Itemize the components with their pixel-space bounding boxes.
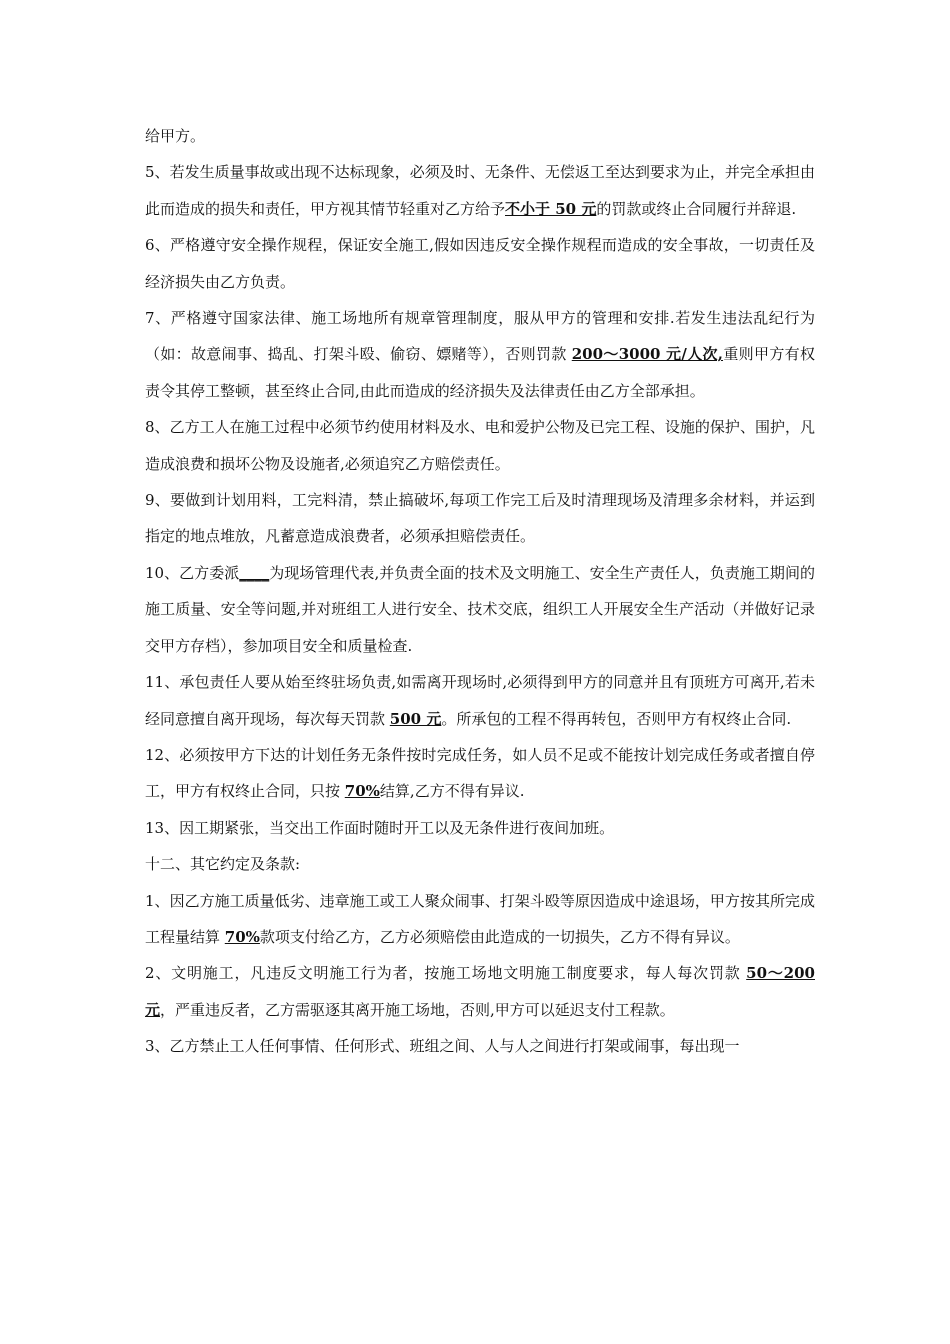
text-run: 重则甲方有权责令其停工整顿，甚至终止合同,由此而造成的经济损失及法律责任由乙方全部承担。 bbox=[145, 345, 815, 400]
text-run: 十二、其它约定及条款: bbox=[145, 855, 301, 874]
paragraph bbox=[145, 300, 815, 409]
text-run: 10、乙方委派 bbox=[145, 563, 240, 582]
text-run: 7、严格遵守国家法律、施工场地所有规章管理制度，服从甲方的管理和安排.若发生违法乱纪行为（如：故意闹事、捣乱、打架斗殴、偷窃、嫖赌等），否则罚款 bbox=[145, 309, 815, 364]
text-run: 1、因乙方施工质量低劣、违章施工或工人聚众闹事、打架斗殴等原因造成中途退场，甲方按其所完成工程量结算 bbox=[145, 891, 815, 946]
emphasized-amount: 70% bbox=[224, 927, 260, 946]
text-run: 为现场管理代表,并负责全面的技术及文明施工、安全生产责任人，负责施工期间的施工质量、安全等问题,并对班组工人进行安全、技术交底，组织工人开展安全生产活动（并做好记录交甲方存档），参加项目安全和质量检查. bbox=[145, 563, 815, 655]
text-run: 12、必须按甲方下达的计划任务无条件按时完成任务，如人员不足或不能按计划完成任务或者擅自停工，甲方有权终止合同，只按 bbox=[145, 745, 815, 801]
emphasized-amount: 500 元 bbox=[389, 709, 442, 728]
paragraph bbox=[145, 118, 815, 154]
text-run: 8、乙方工人在施工过程中必须节约使用材料及水、电和爱护公物及已完工程、设施的保护、围护，凡造成浪费和损坏公物及设施者,必须追究乙方赔偿责任。 bbox=[145, 418, 815, 473]
text-run: 6、严格遵守安全操作规程，保证安全施工,假如因违反安全操作规程而造成的安全事故，一切责任及经济损失由乙方负责。 bbox=[145, 236, 815, 291]
paragraph bbox=[145, 154, 815, 227]
text-run: 11、承包责任人要从始至终驻场负责,如需离开现场时,必须得到甲方的同意并且有顶班方可离开,若未经同意擅自离开现场，每次每天罚款 bbox=[145, 673, 815, 728]
paragraph bbox=[145, 227, 815, 300]
document-body bbox=[145, 118, 815, 1065]
text-run: 2、文明施工，凡违反文明施工行为者，按施工场地文明施工制度要求，每人每次罚款 bbox=[145, 964, 747, 983]
text-run: 3、乙方禁止工人任何事情、任何形式、班组之间、人与人之间进行打架或闹事，每出现一 bbox=[145, 1037, 740, 1056]
paragraph bbox=[145, 810, 815, 846]
paragraph bbox=[145, 1028, 815, 1064]
text-run: 款项支付给乙方，乙方必须赔偿由此造成的一切损失，乙方不得有异议。 bbox=[259, 927, 740, 946]
emphasized-amount: 70% bbox=[344, 782, 380, 801]
text-run: 。所承包的工程不得再转包，否则甲方有权终止合同. bbox=[441, 709, 792, 728]
paragraph bbox=[145, 482, 815, 555]
text-run: 9、要做到计划用料，工完料清，禁止搞破坏,每项工作完工后及时清理现场及清理多余材料，并运到指定的地点堆放，凡蓄意造成浪费者，必须承担赔偿责任。 bbox=[145, 491, 815, 546]
emphasized-amount: 200～3000 元/人次, bbox=[571, 345, 724, 364]
text-run: 5、若发生质量事故或出现不达标现象，必须及时、无条件、无偿返工至达到要求为止，并完全承担由此而造成的损失和责任，甲方视其情节轻重对乙方给予 bbox=[145, 163, 815, 218]
emphasized-amount: ____ bbox=[239, 563, 270, 582]
paragraph bbox=[145, 883, 815, 956]
emphasized-amount: 不小于 50 元 bbox=[505, 199, 597, 218]
paragraph bbox=[145, 664, 815, 737]
paragraph bbox=[145, 555, 815, 664]
paragraph bbox=[145, 955, 815, 1028]
paragraph bbox=[145, 409, 815, 482]
text-run: ，严重违反者，乙方需驱逐其离开施工场地，否则,甲方可以延迟支付工程款。 bbox=[160, 1000, 675, 1019]
emphasized-amount: 50～200 元 bbox=[145, 964, 815, 1019]
text-run: 给甲方。 bbox=[145, 127, 206, 145]
text-run: 结算,乙方不得有异议. bbox=[379, 782, 525, 801]
text-run: 的罚款或终止合同履行并辞退. bbox=[596, 199, 797, 218]
paragraph bbox=[145, 846, 815, 882]
text-run: 13、因工期紧张，当交出工作面时随时开工以及无条件进行夜间加班。 bbox=[145, 818, 615, 837]
paragraph bbox=[145, 737, 815, 810]
